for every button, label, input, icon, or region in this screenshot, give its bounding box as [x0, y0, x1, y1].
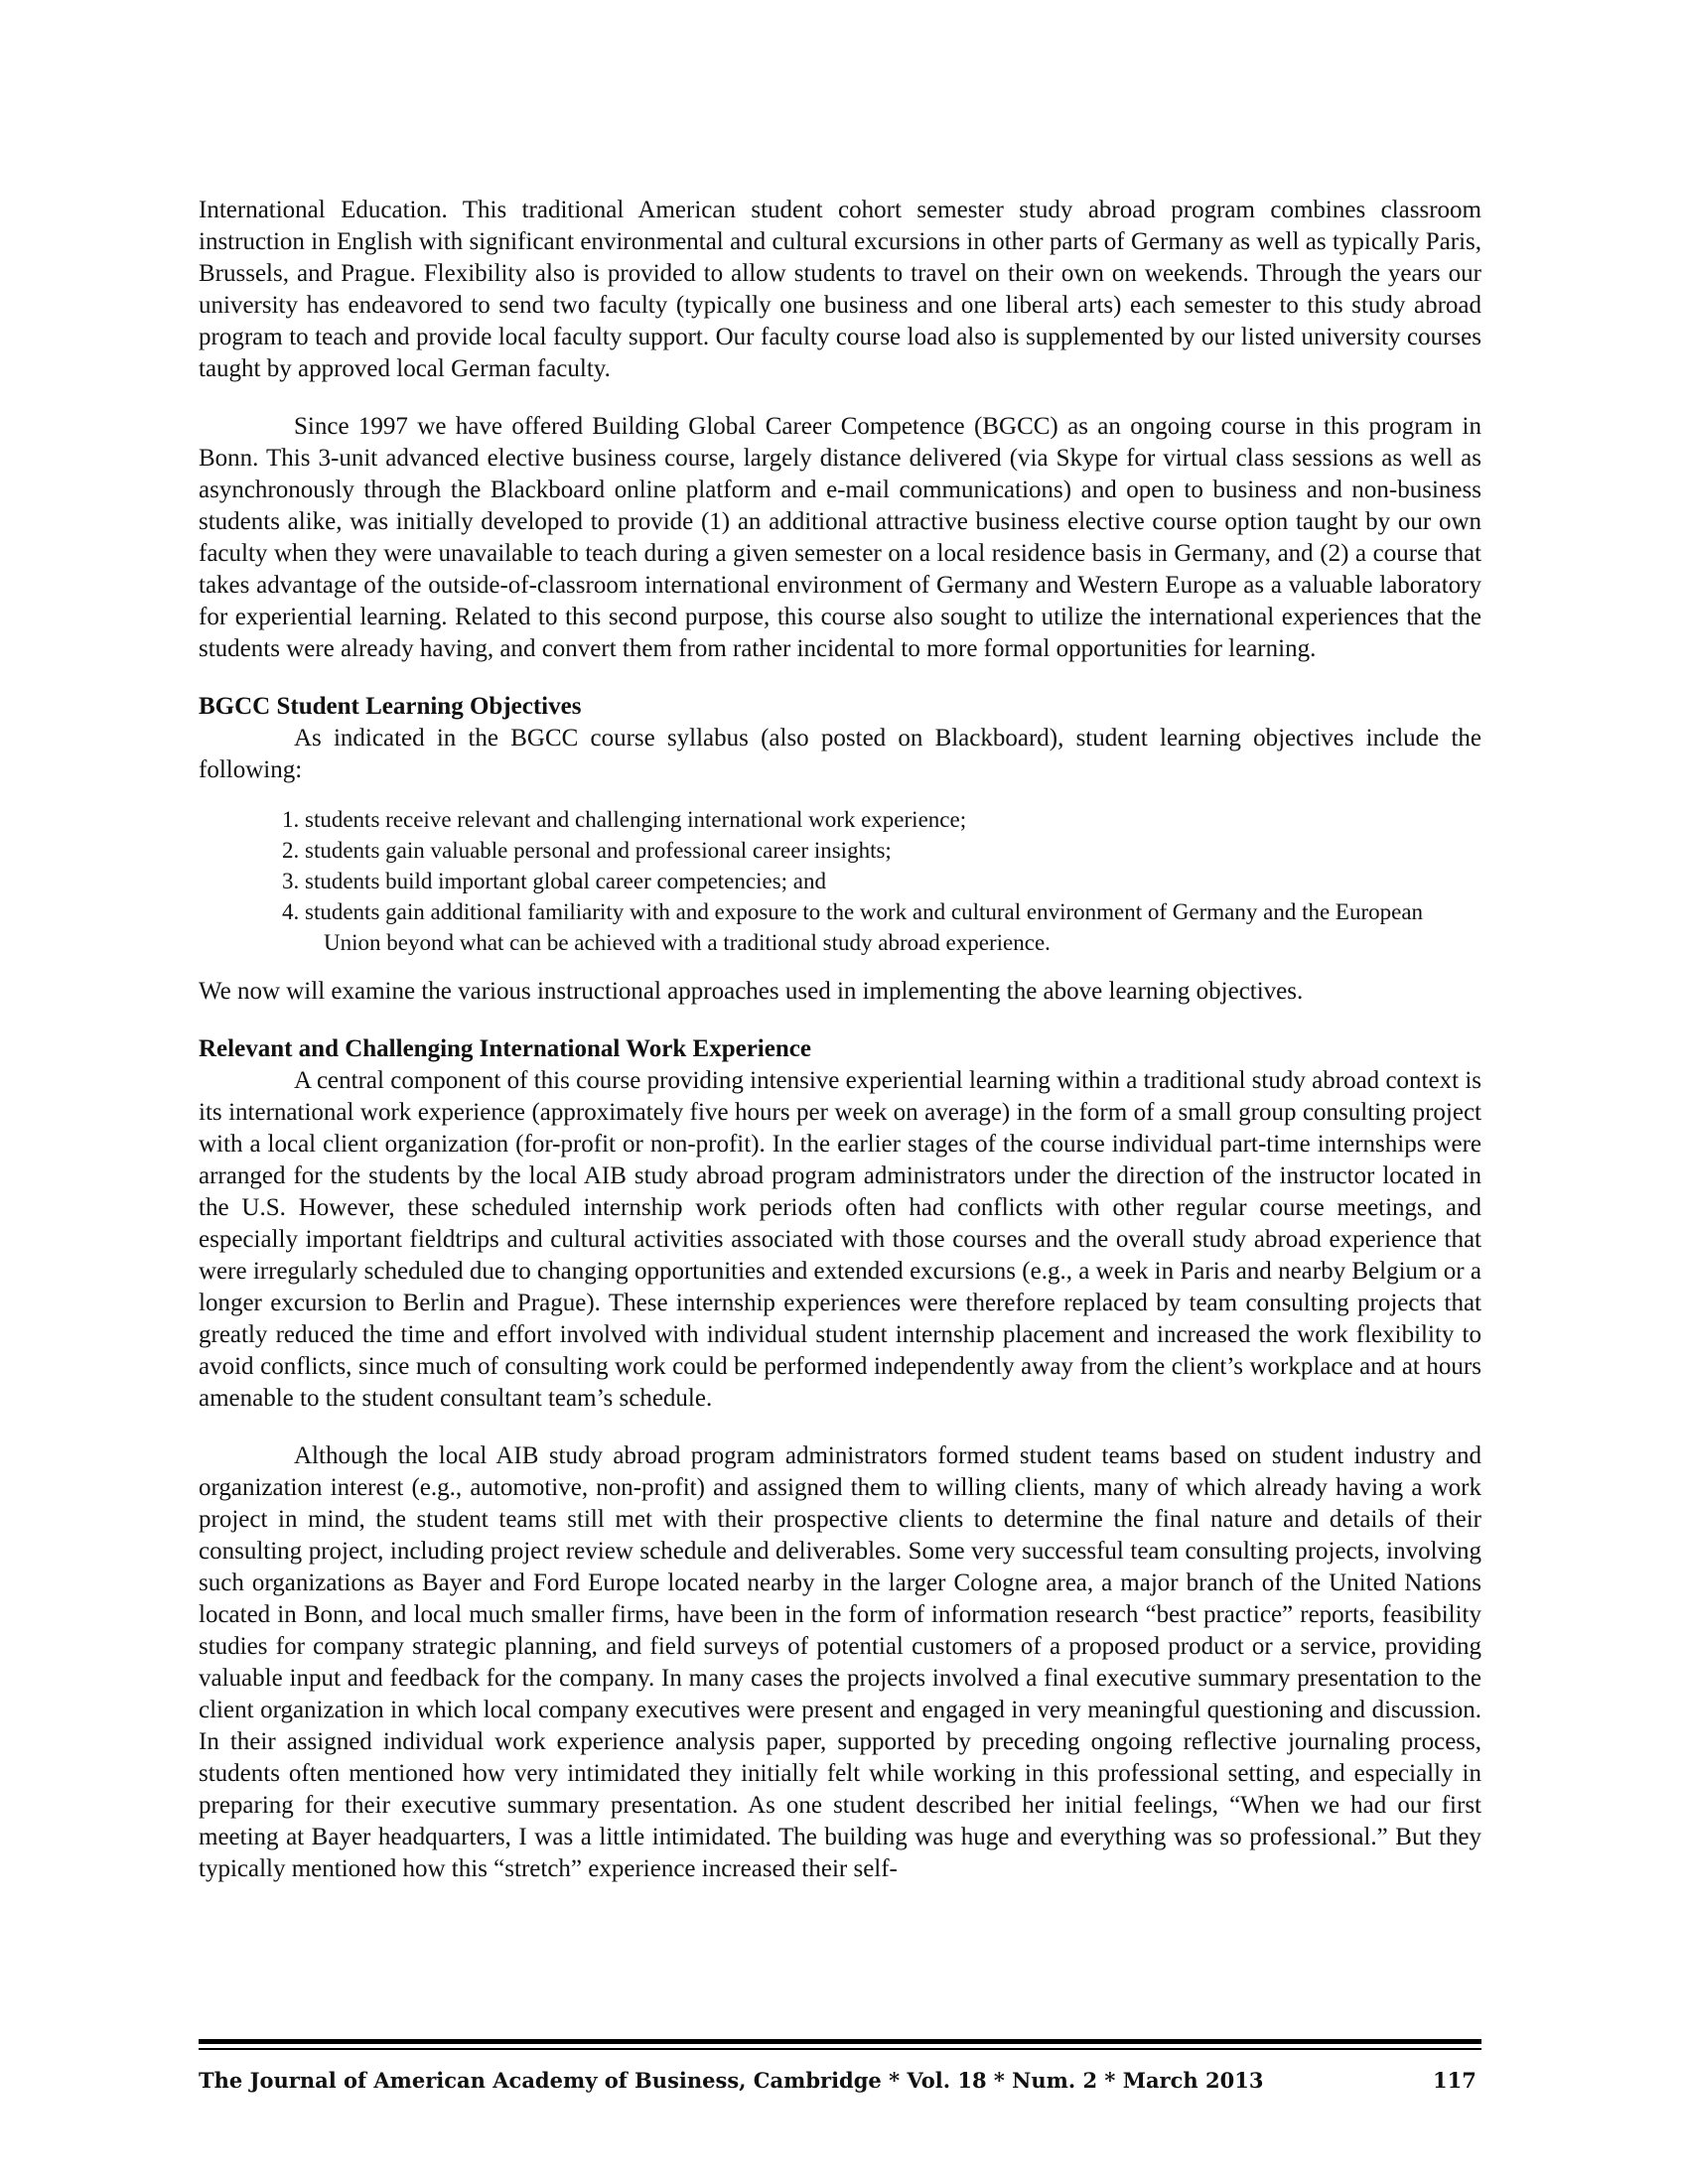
- section-heading-learning-objectives: BGCC Student Learning Objectives: [199, 693, 582, 720]
- paragraph-work-experience: A central component of this course providing intensive experiential learning within a traditional study abroad context is its international work experience (approximately five hours per week on average) in the form of a small group consulting project with a local client organization (for-profit or non-profit). In the earlier stages of the course individual part-time internships were arranged for the students by the local AIB study abroad program administrators under the direction of the instructor located in the U.S. However, these scheduled internship work periods often had conflicts with other regular course meetings, and especially important fieldtrips and cultural activities associated with those courses and the overall study abroad experience that were irregularly scheduled due to changing opportunities and extended excursions (e.g., a week in Paris and nearby Belgium or a longer excursion to Berlin and Prague). These internship experiences were therefore replaced by team consulting projects that greatly reduced the time and effort involved with individual student internship placement and increased the work flexibility to avoid conflicts, since much of consulting work could be performed independently away from the client’s workplace and at hours amenable to the student consultant team’s schedule.: [199, 1067, 1481, 1412]
- paragraph-transition: We now will examine the various instructional approaches used in implementing the above learning objectives.: [199, 978, 1304, 1005]
- objective-item: 3. students build important global career competencies; and: [282, 869, 827, 893]
- paragraph-objectives-intro: As indicated in the BGCC course syllabus (also posted on Blackboard), student learning objectives include the following:: [199, 725, 1481, 783]
- objective-item: 2. students gain valuable personal and professional career insights;: [282, 838, 892, 863]
- paragraph-program-overview: International Education. This traditional American student cohort semester study abroad program combines classroom instruction in English with significant environmental and cultural excursions in other parts of Germany as well as typically Paris, Brussels, and Prague. Flexibility also is provided to allow students to travel on their own on weekends. Through the years our university has endeavored to send two faculty (typically one business and one liberal arts) each semester to this study abroad program to teach and provide local faculty support. Our faculty course load also is supplemented by our listed university courses taught by approved local German faculty.: [199, 197, 1481, 382]
- paragraph-bgcc-course: Since 1997 we have offered Building Global Career Competence (BGCC) as an ongoing course in this program in Bonn. This 3-unit advanced elective business course, largely distance delivered (via Skype for virtual class sessions as well as asynchronously through the Blackboard online platform and e-mail communications) and open to business and non-business students alike, was initially developed to provide (1) an additional attractive business elective course option taught by our own faculty when they were unavailable to teach during a given semester on a local residence basis in Germany, and (2) a course that takes advantage of the outside-of-classroom international environment of Germany and Western Europe as a valuable laboratory for experiential learning. Related to this second purpose, this course also sought to utilize the international experiences that the students were already having, and convert them from rather incidental to more formal opportunities for learning.: [199, 413, 1481, 662]
- objective-item: 4. students gain additional familiarity with and exposure to the work and cultural environment of Germany and the European Union beyond what can be achieved with a traditional study abroad experience.: [282, 899, 1424, 955]
- objective-item: 1. students receive relevant and challenging international work experience;: [282, 807, 967, 832]
- footer-rule-thick: [199, 2039, 1481, 2044]
- article-body: [199, 195, 1481, 1885]
- paragraph-consulting-projects: Although the local AIB study abroad program administrators formed student teams based on student industry and organization interest (e.g., automotive, non-profit) and assigned them to willing clients, many of which already having a work project in mind, the student teams still met with their prospective clients to determine the final nature and details of their consulting project, including project review schedule and deliverables. Some very successful team consulting projects, involving such organizations as Bayer and Ford Europe located nearby in the larger Cologne area, a major branch of the United Nations located in Bonn, and local much smaller firms, have been in the form of information research “best practice” reports, feasibility studies for company strategic planning, and field surveys of potential customers of a proposed product or a service, providing valuable input and feedback for the company. In many cases the projects involved a final executive summary presentation to the client organization in which local company executives were present and engaged in very meaningful questioning and discussion. In their assigned individual work experience analysis paper, supported by preceding ongoing reflective journaling process, students often mentioned how very intimidated they initially felt while working in this professional setting, and especially in preparing for their executive summary presentation. As one student described her initial feelings, “When we had our first meeting at Bayer headquarters, I was a little intimidated. The building was huge and everything was so professional.” But they typically mentioned how this “stretch” experience increased their self-: [199, 1442, 1481, 1882]
- journal-citation: The Journal of American Academy of Business, Cambridge * Vol. 18 * Num. 2 * March 2013: [199, 2068, 1264, 2093]
- section-heading-work-experience: Relevant and Challenging International Work Experience: [199, 1035, 811, 1062]
- footer-rule-thin: [199, 2048, 1481, 2050]
- objectives-list: [199, 804, 1481, 958]
- page-number: 117: [1433, 2068, 1477, 2093]
- page-footer: [199, 2065, 1481, 2097]
